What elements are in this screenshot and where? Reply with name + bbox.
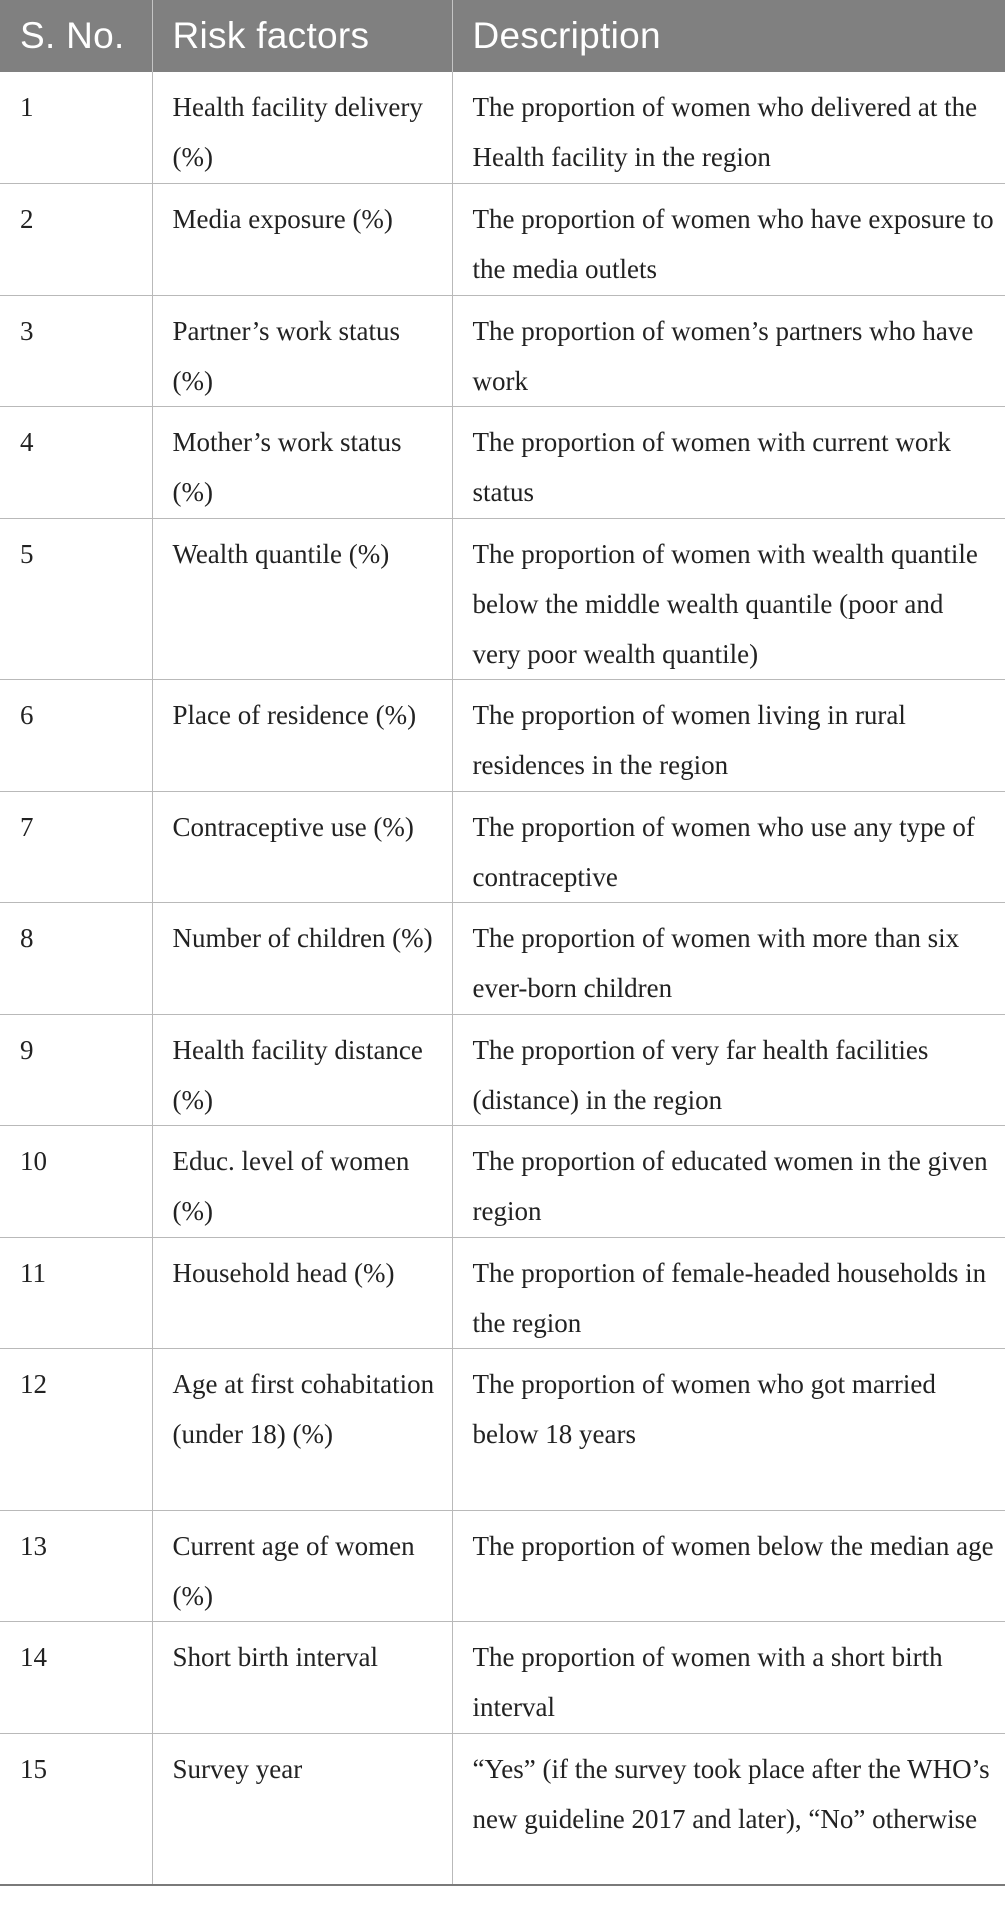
header-risk-factors: Risk factors — [152, 0, 452, 72]
cell-risk-factor: Number of children (%) — [152, 903, 452, 1015]
table-row — [0, 680, 1005, 792]
cell-serial-number: 10 — [0, 1126, 152, 1238]
table-row — [0, 791, 1005, 903]
cell-serial-number: 8 — [0, 903, 152, 1015]
cell-risk-factor: Mother’s work status (%) — [152, 407, 452, 519]
cell-risk-factor: Survey year — [152, 1733, 452, 1885]
table-row — [0, 72, 1005, 184]
table-row — [0, 407, 1005, 519]
cell-serial-number: 14 — [0, 1622, 152, 1734]
cell-serial-number: 15 — [0, 1733, 152, 1885]
header-description: Description — [452, 0, 1005, 72]
header-serial-number: S. No. — [0, 0, 152, 72]
table-header — [0, 0, 1005, 72]
table-row — [0, 295, 1005, 407]
cell-description: The proportion of very far health facilities (distance) in the region — [452, 1014, 1005, 1126]
table-row — [0, 1014, 1005, 1126]
table-row — [0, 903, 1005, 1015]
cell-risk-factor: Media exposure (%) — [152, 184, 452, 296]
cell-description: The proportion of women who use any type of contraceptive — [452, 791, 1005, 903]
cell-serial-number: 3 — [0, 295, 152, 407]
cell-risk-factor: Household head (%) — [152, 1237, 452, 1349]
cell-description: The proportion of women with more than six ever-born children — [452, 903, 1005, 1015]
cell-description: The proportion of women below the median age — [452, 1510, 1005, 1622]
cell-serial-number: 1 — [0, 72, 152, 184]
cell-description: The proportion of women living in rural residences in the region — [452, 680, 1005, 792]
cell-serial-number: 6 — [0, 680, 152, 792]
cell-risk-factor: Age at first cohabitation (under 18) (%) — [152, 1349, 452, 1511]
cell-description: The proportion of women with wealth quantile below the middle wealth quantile (poor and very poor wealth quantile) — [452, 518, 1005, 680]
cell-description: The proportion of women with a short birth interval — [452, 1622, 1005, 1734]
cell-risk-factor: Current age of women (%) — [152, 1510, 452, 1622]
cell-serial-number: 12 — [0, 1349, 152, 1511]
cell-serial-number: 4 — [0, 407, 152, 519]
cell-risk-factor: Contraceptive use (%) — [152, 791, 452, 903]
cell-serial-number: 2 — [0, 184, 152, 296]
table-row — [0, 1733, 1005, 1885]
cell-risk-factor: Place of residence (%) — [152, 680, 452, 792]
table-row — [0, 1237, 1005, 1349]
cell-serial-number: 5 — [0, 518, 152, 680]
cell-description: The proportion of women who got married below 18 years — [452, 1349, 1005, 1511]
cell-description: The proportion of female-headed households in the region — [452, 1237, 1005, 1349]
table-row — [0, 1510, 1005, 1622]
cell-description: The proportion of women who have exposure to the media outlets — [452, 184, 1005, 296]
cell-risk-factor: Partner’s work status (%) — [152, 295, 452, 407]
cell-risk-factor: Health facility delivery (%) — [152, 72, 452, 184]
cell-description: The proportion of women with current work status — [452, 407, 1005, 519]
table-row — [0, 1622, 1005, 1734]
cell-risk-factor: Educ. level of women (%) — [152, 1126, 452, 1238]
cell-serial-number: 11 — [0, 1237, 152, 1349]
cell-serial-number: 7 — [0, 791, 152, 903]
cell-risk-factor: Health facility distance (%) — [152, 1014, 452, 1126]
cell-serial-number: 9 — [0, 1014, 152, 1126]
header-row — [0, 0, 1005, 72]
cell-description: The proportion of women’s partners who have work — [452, 295, 1005, 407]
table-body — [0, 72, 1005, 1885]
cell-description: The proportion of educated women in the given region — [452, 1126, 1005, 1238]
table-row — [0, 1349, 1005, 1511]
cell-description: The proportion of women who delivered at the Health facility in the region — [452, 72, 1005, 184]
cell-description: “Yes” (if the survey took place after the WHO’s new guideline 2017 and later), “No” otherwise — [452, 1733, 1005, 1885]
cell-risk-factor: Wealth quantile (%) — [152, 518, 452, 680]
table-row — [0, 518, 1005, 680]
table-row — [0, 184, 1005, 296]
cell-serial-number: 13 — [0, 1510, 152, 1622]
table-row — [0, 1126, 1005, 1238]
cell-risk-factor: Short birth interval — [152, 1622, 452, 1734]
